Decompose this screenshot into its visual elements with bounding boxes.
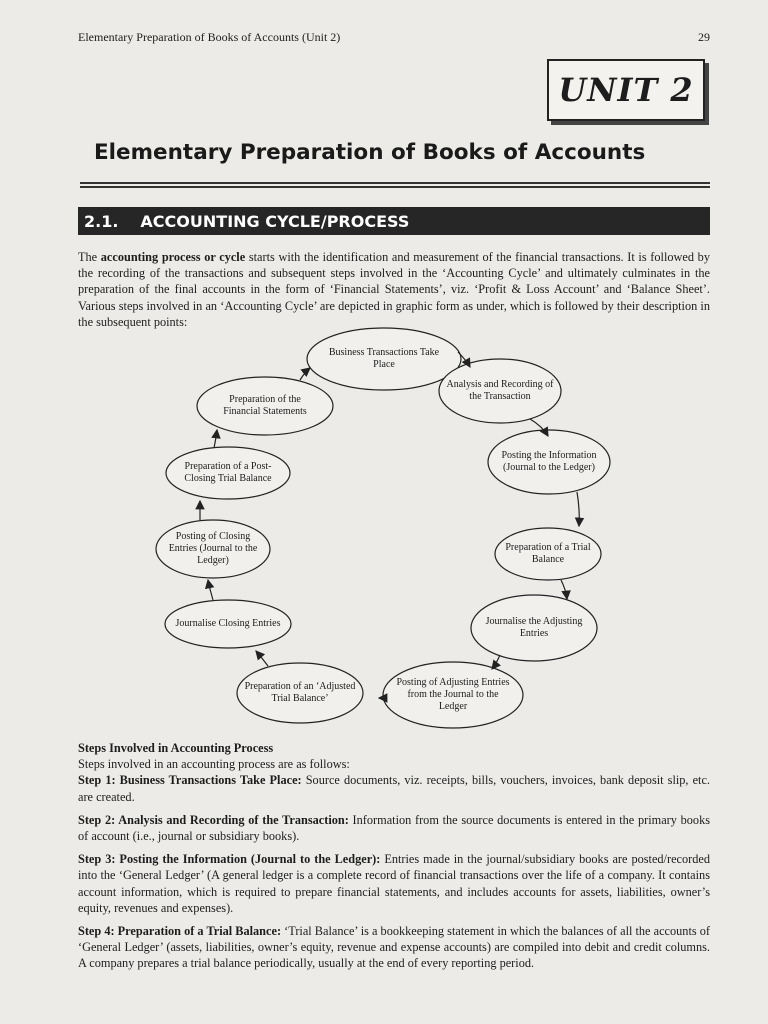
cycle-node-label: Analysis and Recording of the Transaction bbox=[446, 379, 554, 402]
cycle-node-label: Posting the Information (Journal to the Ledger) bbox=[501, 450, 597, 473]
cycle-node-label: Preparation of the Financial Statements bbox=[223, 394, 307, 417]
step-item bbox=[78, 772, 710, 804]
step-item bbox=[78, 851, 710, 916]
chapter-title: Elementary Preparation of Books of Accounts bbox=[94, 140, 646, 165]
unit-label: UNIT 2 bbox=[558, 71, 694, 109]
page-number: 29 bbox=[698, 30, 710, 44]
section-heading: ACCOUNTING CYCLE/PROCESS bbox=[140, 211, 410, 231]
running-header: Elementary Preparation of Books of Accounts (Unit 2) bbox=[78, 30, 341, 44]
step-text: Entries made in the journal/subsidiary books are posted/recorded into the ‘General Ledger’ (A general ledger is a complete record of financial transactions over the life of a company. It contains account information, which is required to prepare financial statements, and includes accounts for assets, liabilities, owner’s equity, revenues and expenses). bbox=[78, 852, 710, 915]
step-label: Step 4: Preparation of a Trial Balance: bbox=[78, 924, 282, 939]
step-label: Step 2: Analysis and Recording of the Transaction: bbox=[78, 812, 349, 827]
cycle-arrow bbox=[208, 580, 213, 600]
cycle-node-label: Preparation of a Trial Balance bbox=[505, 542, 591, 565]
step-text: ‘Trial Balance’ is a bookkeeping statement in which the balances of all the accounts of ‘General Ledger’ (assets, liabilities, owner’s equity, revenue and expense accounts) are compiled into debit and credit columns. A company prepares a trial balance periodically, usually at the end of every reporting period. bbox=[78, 924, 710, 971]
step-item bbox=[78, 923, 710, 972]
cycle-node-label: Journalise the Adjusting Entries bbox=[485, 616, 583, 639]
steps-heading: Steps Involved in Accounting Process bbox=[78, 741, 274, 755]
step-text: Information from the source documents is entered in the primary books of account (i.e., journal or subsidiary books). bbox=[78, 812, 710, 844]
cycle-node-label: Preparation of an ‘Adjusted Trial Balance’ bbox=[244, 681, 356, 704]
intro-text-start: The bbox=[78, 250, 101, 264]
steps-subheading: Steps involved in an accounting process are as follows: bbox=[78, 757, 350, 772]
cycle-node-label: Journalise Closing Entries bbox=[175, 618, 281, 629]
cycle-arrow bbox=[577, 492, 579, 526]
step-item bbox=[78, 812, 710, 844]
intro-bold-term: accounting process or cycle bbox=[100, 250, 246, 264]
cycle-node-label: Posting of Closing Entries (Journal to the Ledger) bbox=[168, 531, 258, 566]
cycle-node-label: Posting of Adjusting Entries from the Journal to the Ledger bbox=[396, 677, 510, 712]
intro-text-rest: starts with the identification and measurement of the financial transactions. It is followed by the recording of the transactions and subsequent steps involved in the ‘Accounting Cycle’ and ultimately culminates in the preparation of the final accounts in the form of ‘Financial Statements’, viz. ‘Profit & Loss Account’ and ‘Balance Sheet’. Various steps involved in an ‘Accounting Cycle’ are depicted in graphic form as under, which is followed by their description in the subsequent points: bbox=[78, 250, 710, 329]
step-label: Step 1: Business Transactions Take Place: bbox=[78, 773, 302, 788]
steps-section bbox=[78, 740, 710, 979]
step-text: Source documents, viz. receipts, bills, vouchers, invoices, bank deposit slip, etc. are created. bbox=[78, 773, 710, 804]
section-number: 2.1. bbox=[84, 211, 119, 231]
cycle-node-label: Business Transactions Take Place bbox=[328, 347, 440, 370]
step-label: Step 3: Posting the Information (Journal to the Ledger): bbox=[78, 852, 381, 867]
cycle-node-label: Preparation of a Post-Closing Trial Balance bbox=[184, 461, 272, 484]
